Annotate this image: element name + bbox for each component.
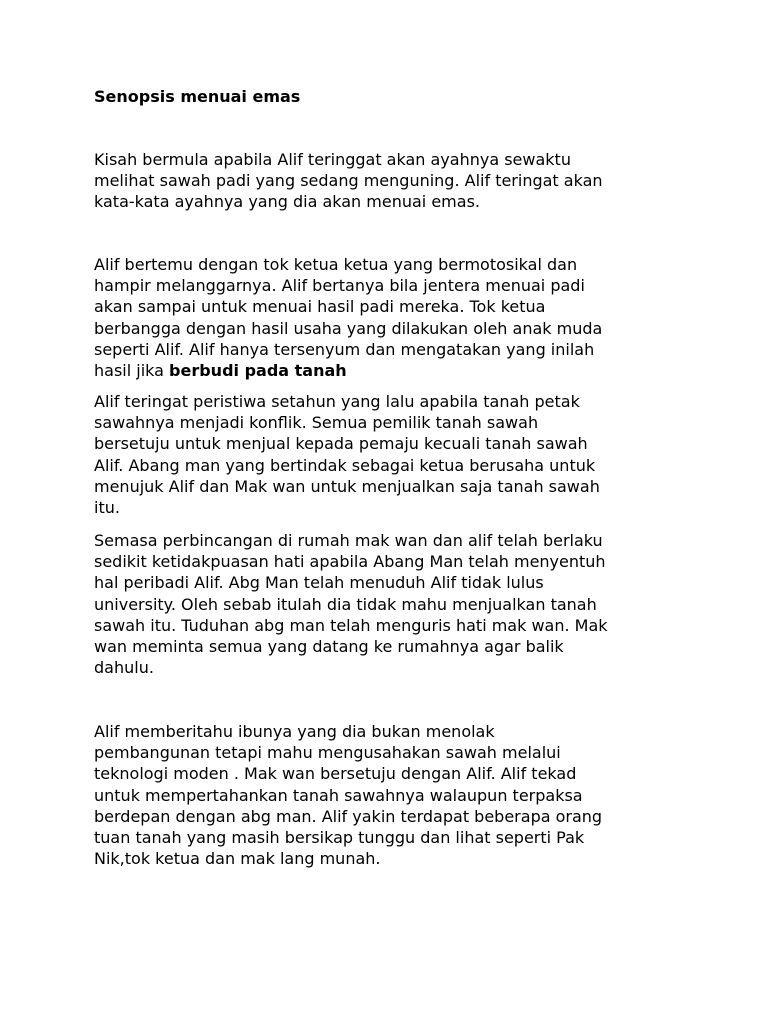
paragraph-line: untuk mempertahankan tanah sawahnya walaupun terpaksa: [94, 785, 583, 805]
paragraph-line: sedikit ketidakpuasan hati apabila Abang Man telah menyentuh: [94, 552, 606, 572]
paragraph-line: itu.: [94, 498, 120, 518]
paragraph-line: kata-kata ayahnya yang dia akan menuai emas.: [94, 192, 480, 212]
paragraph-line: hal peribadi Alif. Abg Man telah menuduh Alif tidak lulus: [94, 573, 544, 593]
paragraph-line: Nik,tok ketua dan mak lang munah.: [94, 849, 381, 869]
paragraph-1: [94, 149, 603, 213]
paragraph-5: [94, 721, 602, 869]
paragraph-line: berdepan dengan abg man. Alif yakin terdapat beberapa orang: [94, 806, 603, 826]
paragraph-line: pembangunan tetapi mahu mengusahakan sawah melalui: [94, 743, 561, 763]
paragraph-line: menujuk Alif dan Mak wan untuk menjualkan saja tanah sawah: [94, 476, 600, 496]
paragraph-line-prefix: hasil jika: [94, 361, 170, 381]
paragraph-line: teknologi moden . Mak wan bersetuju dengan Alif. Alif tekad: [94, 764, 577, 784]
paragraph-line: Alif. Abang man yang bertindak sebagai ketua berusaha untuk: [94, 455, 596, 475]
paragraph-line: hampir melanggarnya. Alif bertanya bila jentera menuai padi: [94, 276, 585, 296]
paragraph-line: bersetuju untuk menjual kepada pemaju kecuali tanah sawah: [94, 434, 588, 454]
paragraph-line: dahulu.: [94, 658, 154, 678]
paragraph-line: Alif bertemu dengan tok ketua ketua yang bermotosikal dan: [94, 255, 578, 274]
document-title: Senopsis menuai emas: [94, 87, 301, 106]
emphasized-phrase: berbudi pada tanah: [169, 361, 347, 381]
paragraph-line: sawahnya menjadi konflik. Semua pemilik tanah sawah: [94, 413, 539, 433]
paragraph-line: university. Oleh sebab itulah dia tidak mahu menjualkan tanah: [94, 594, 597, 614]
paragraph-last-line: [94, 360, 602, 381]
paragraph-line: berbangga dengan hasil usaha yang dilakukan oleh anak muda: [94, 318, 603, 338]
paragraph-line: seperti Alif. Alif hanya tersenyum dan mengatakan yang inilah: [94, 339, 595, 359]
paragraph-2: [94, 254, 602, 381]
paragraph-4: [94, 530, 608, 678]
paragraph-line: Alif teringat peristiwa setahun yang lalu apabila tanah petak: [94, 392, 580, 411]
paragraph-line: wan meminta semua yang datang ke rumahnya agar balik: [94, 637, 564, 657]
paragraph-line: tuan tanah yang masih bersikap tunggu dan lihat seperti Pak: [94, 828, 585, 848]
paragraph-line: melihat sawah padi yang sedang menguning. Alif teringat akan: [94, 171, 603, 191]
paragraph-line: Semasa perbincangan di rumah mak wan dan alif telah berlaku: [94, 531, 603, 550]
paragraph-3: [94, 391, 600, 518]
paragraph-line: sawah itu. Tuduhan abg man telah menguris hati mak wan. Mak: [94, 615, 608, 635]
paragraph-line: Alif memberitahu ibunya yang dia bukan menolak: [94, 722, 495, 741]
paragraph-line: akan sampai untuk menuai hasil padi mereka. Tok ketua: [94, 297, 546, 317]
paragraph-line: Kisah bermula apabila Alif teringgat akan ayahnya sewaktu: [94, 150, 571, 169]
